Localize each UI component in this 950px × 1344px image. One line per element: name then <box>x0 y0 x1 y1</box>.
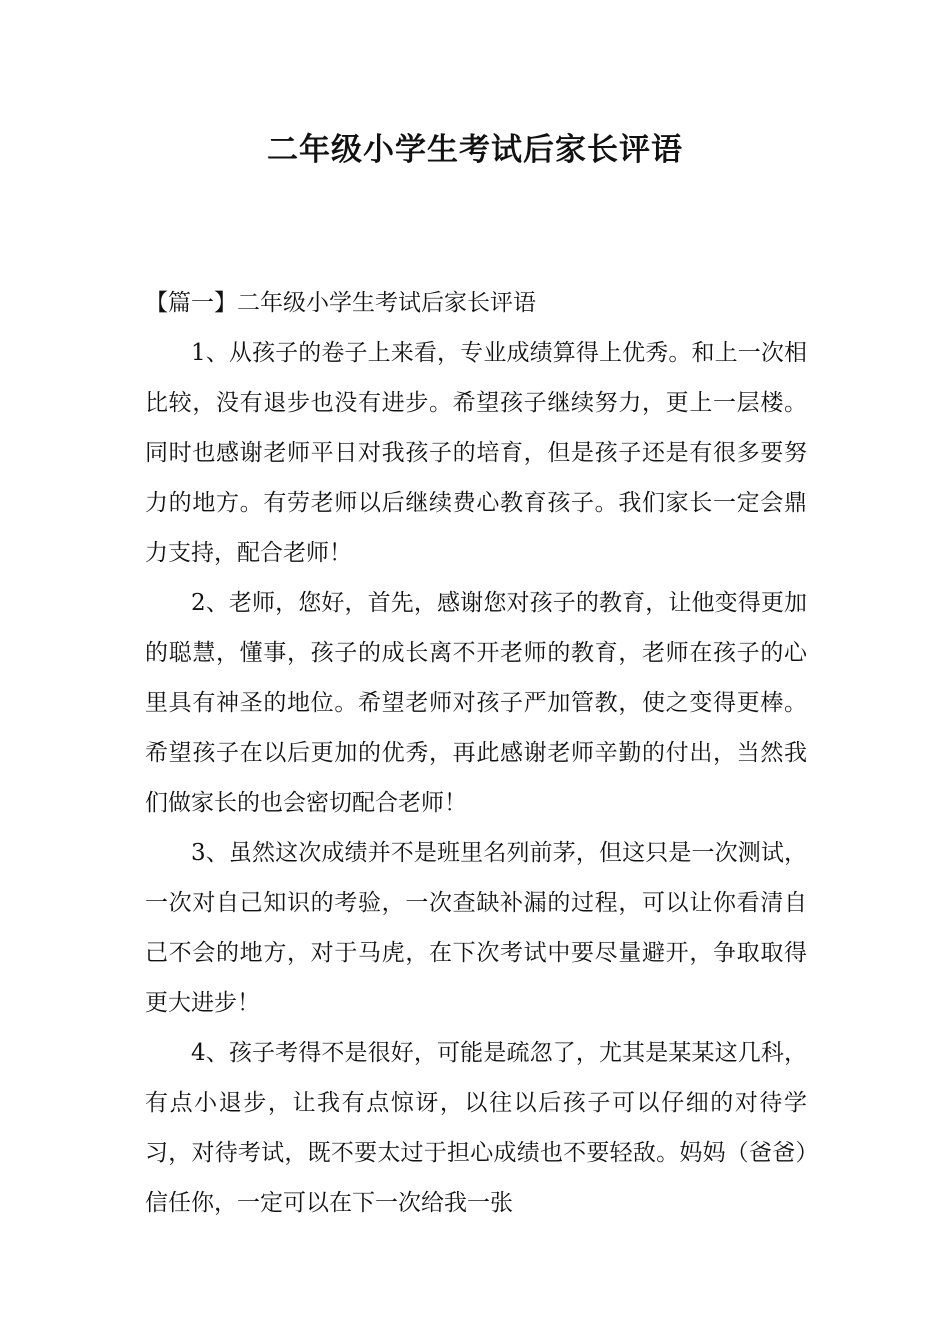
document-title: 二年级小学生考试后家长评语 <box>267 132 683 168</box>
section-heading: 【篇一】二年级小学生考试后家长评语 <box>145 290 536 316</box>
paragraph-1: 1、从孩子的卷子上来看，专业成绩算得上优秀。和上一次相比较，没有退步也没有进步。希望孩子继续努力，更上一层楼。同时也感谢老师平日对我孩子的培育，但是孩子还是有很多要努力的地方。有劳老师以后继续费心教育孩子。我们家长一定会鼎力支持，配合老师！ <box>145 340 807 566</box>
paragraph-3: 3、虽然这次成绩并不是班里名列前茅，但这只是一次测试，一次对自己知识的考验，一次查缺补漏的过程，可以让你看清自己不会的地方，对于马虎，在下次考试中要尽量避开，争取取得更大进步！ <box>145 840 807 1016</box>
paragraph-4: 4、孩子考得不是很好，可能是疏忽了，尤其是某某这几科，有点小退步，让我有点惊讶，以往以后孩子可以仔细的对待学习，对待考试，既不要太过于担心成绩也不要轻敌。妈妈（爸爸）信任你，一定可以在下一次给我一张 <box>145 1040 807 1216</box>
document-body <box>145 278 807 1228</box>
paragraph-2: 2、老师，您好，首先，感谢您对孩子的教育，让他变得更加的聪慧，懂事，孩子的成长离不开老师的教育，老师在孩子的心里具有神圣的地位。希望老师对孩子严加管教，使之变得更棒。希望孩子在以后更加的优秀，再此感谢老师辛勤的付出，当然我们做家长的也会密切配合老师！ <box>145 590 807 816</box>
